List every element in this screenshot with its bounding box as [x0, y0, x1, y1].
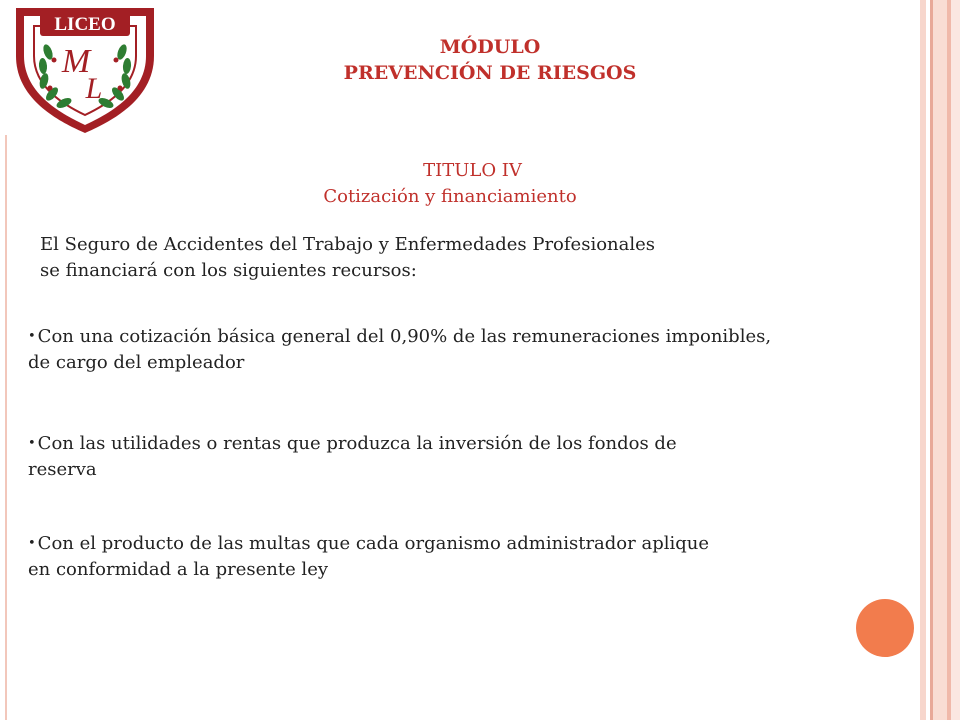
module-subtitle: PREVENCIÓN DE RIESGOS — [343, 62, 637, 84]
bullet-item — [28, 324, 918, 376]
bullet-dot-icon: • — [28, 329, 36, 344]
intro-line: se financiará con los siguientes recursos: — [40, 260, 417, 281]
intro-paragraph — [40, 232, 820, 284]
decorative-circle — [856, 599, 914, 657]
section-subtitle: Cotización y financiamiento — [323, 186, 577, 207]
logo-name: LICEO — [54, 14, 116, 35]
module-header — [290, 34, 690, 86]
bullet-item — [28, 531, 918, 583]
logo-monogram: L — [85, 72, 103, 105]
right-border-stripe — [933, 0, 947, 720]
bullet-text: Con el producto de las multas que cada organismo administrador aplique — [37, 533, 710, 554]
bullet-text: Con las utilidades o rentas que produzca la inversión de los fondos de — [37, 433, 677, 454]
intro-line: El Seguro de Accidentes del Trabajo y Enfermedades Profesionales — [40, 234, 656, 255]
bullet-text: de cargo del empleador — [28, 352, 245, 373]
bullet-dot-icon: • — [28, 436, 36, 451]
section-title: TITULO IV — [423, 160, 522, 181]
right-border-stripe — [951, 0, 960, 720]
bullet-text: en conformidad a la presente ley — [28, 559, 329, 580]
logo-monogram: M — [61, 43, 91, 80]
bullet-item — [28, 431, 918, 483]
bullet-text: Con una cotización básica general del 0,90% de las remuneraciones imponibles, — [37, 326, 772, 347]
bullet-dot-icon: • — [28, 536, 36, 551]
section-heading — [250, 158, 650, 210]
bullet-text: reserva — [28, 459, 97, 480]
liceo-logo — [10, 4, 160, 136]
module-title: MÓDULO — [439, 36, 541, 58]
left-border-rule — [5, 135, 7, 720]
